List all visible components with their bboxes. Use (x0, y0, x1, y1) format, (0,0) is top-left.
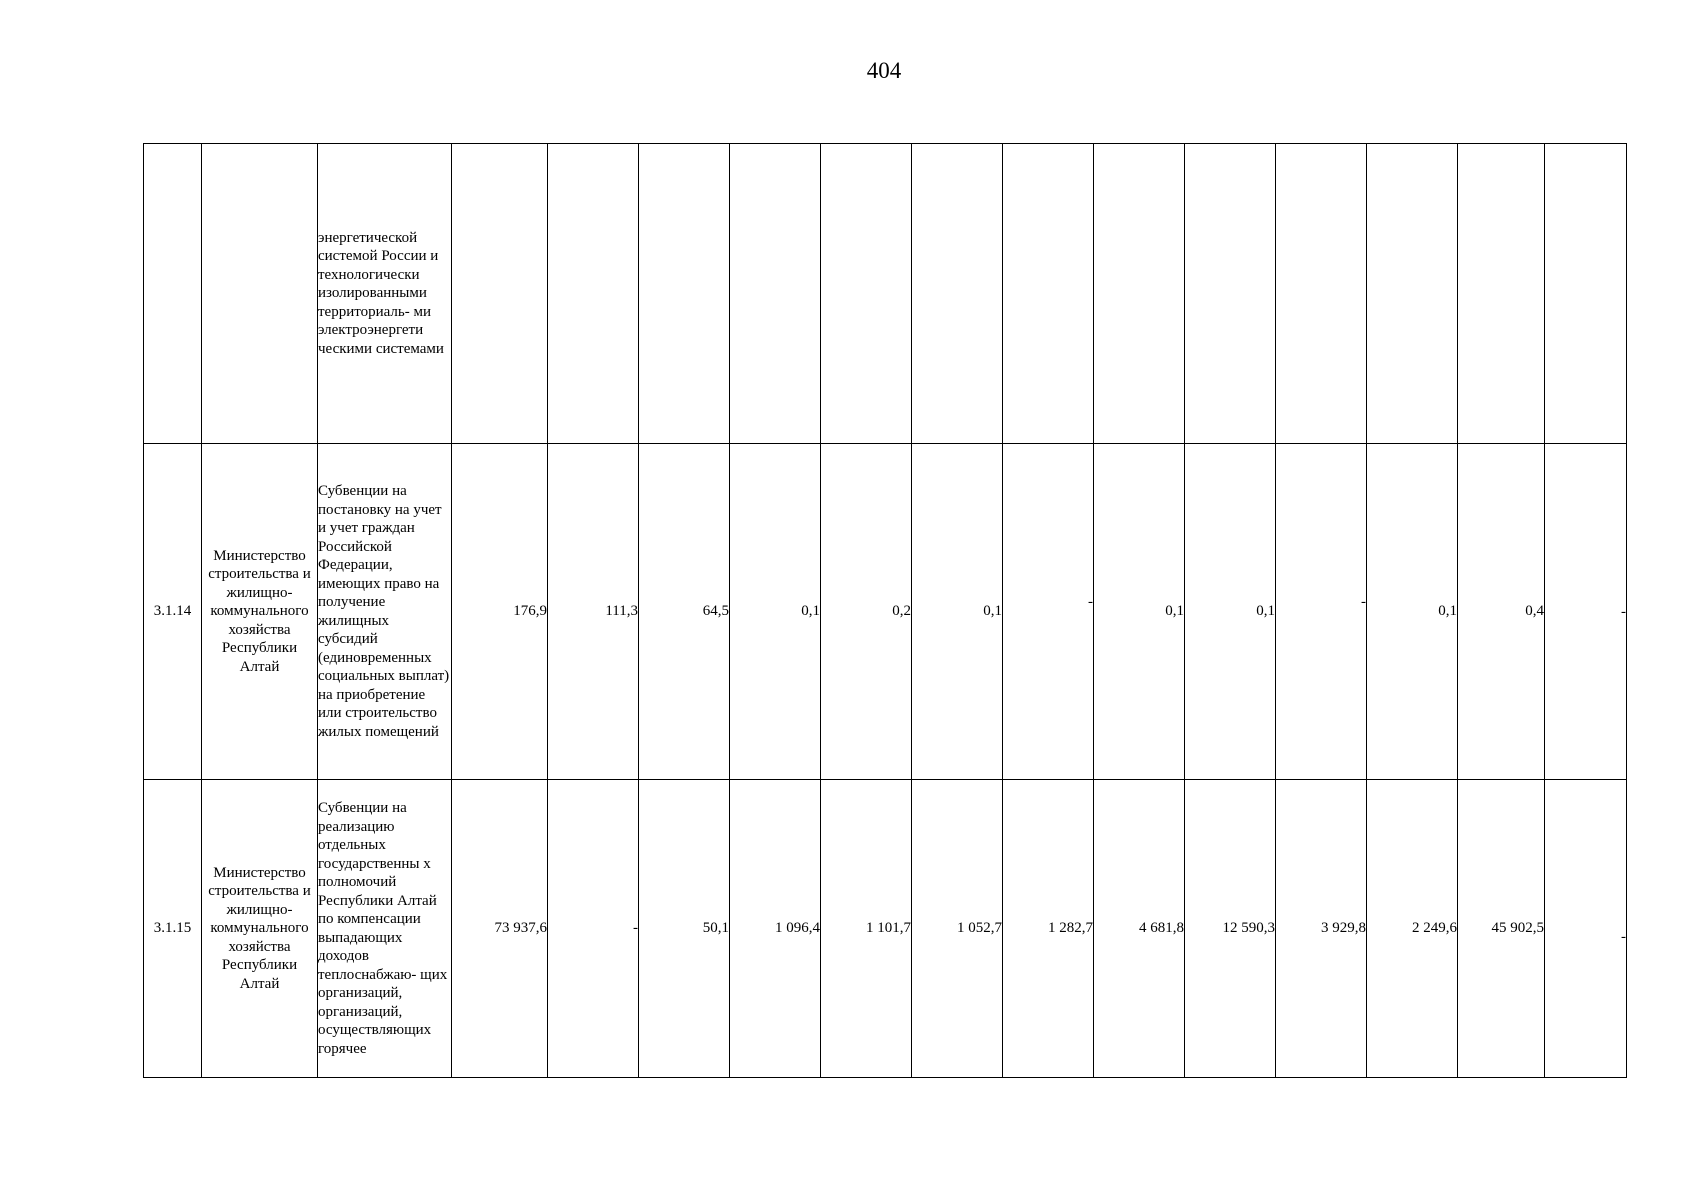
value-cell (548, 144, 639, 444)
responsible-org-cell: Министерство строительства и жилищно-коммунального хозяйства Республики Алтай (202, 444, 318, 780)
budget-table (143, 143, 1627, 1078)
value-cell-total (452, 144, 548, 444)
value-cell (1367, 144, 1458, 444)
value-cell (1003, 144, 1094, 444)
page-number: 404 (866, 58, 902, 83)
value-cell: 50,1 (639, 780, 730, 1078)
row-number-cell (144, 144, 202, 444)
value-cell (821, 144, 912, 444)
value-cell: 1 052,7 (912, 780, 1003, 1078)
value-cell: 0,1 (1094, 444, 1185, 780)
row-number-cell: 3.1.14 (144, 444, 202, 780)
value-cell: 2 249,6 (1367, 780, 1458, 1078)
responsible-org-cell: Министерство строительства и жилищно-коммунального хозяйства Республики Алтай (202, 780, 318, 1078)
value-cell: 111,3 (548, 444, 639, 780)
value-cell: 1 282,7 (1003, 780, 1094, 1078)
value-cell (1545, 444, 1627, 780)
responsible-org-cell (202, 144, 318, 444)
value-cell: 3 929,8 (1276, 780, 1367, 1078)
value-cell (912, 144, 1003, 444)
value-cell: 1 096,4 (730, 780, 821, 1078)
value-cell (639, 144, 730, 444)
table-row (144, 444, 1627, 780)
value-cell: 4 681,8 (1094, 780, 1185, 1078)
value-cell: 1 101,7 (821, 780, 912, 1078)
value-cell: 0,1 (912, 444, 1003, 780)
value-cell: 0,1 (730, 444, 821, 780)
dash-value: - (1621, 929, 1626, 946)
value-cell: 45 902,5 (1458, 780, 1545, 1078)
description-cell: Субвенции на реализацию отдельных государственны х полномочий Республики Алтай по компенсации выпадающих доходов теплоснабжаю- щих организаций, организаций, осуществляющих горячее (318, 780, 452, 1078)
value-cell (1185, 144, 1276, 444)
value-cell (1276, 444, 1367, 780)
value-cell (1545, 144, 1627, 444)
value-cell: 0,4 (1458, 444, 1545, 780)
value-cell-total: 176,9 (452, 444, 548, 780)
value-cell: - (548, 780, 639, 1078)
value-cell (730, 144, 821, 444)
value-cell (1458, 144, 1545, 444)
value-cell (1094, 144, 1185, 444)
value-cell-total: 73 937,6 (452, 780, 548, 1078)
value-cell: 12 590,3 (1185, 780, 1276, 1078)
dash-value: - (1621, 604, 1626, 621)
table-row (144, 780, 1627, 1078)
value-cell (1276, 144, 1367, 444)
value-cell: 0,1 (1185, 444, 1276, 780)
row-number-cell: 3.1.15 (144, 780, 202, 1078)
description-cell: энергетической системой России и технологически изолированными территориаль- ми электроэнергети ческими системами (318, 144, 452, 444)
value-cell (1545, 780, 1627, 1078)
dash-value: - (1088, 594, 1093, 611)
value-cell: 64,5 (639, 444, 730, 780)
description-cell: Субвенции на постановку на учет и учет граждан Российской Федерации, имеющих право на получение жилищных субсидий (единовременных социальных выплат) на приобретение или строительство жилых помещений (318, 444, 452, 780)
value-cell: 0,1 (1367, 444, 1458, 780)
value-cell: 0,2 (821, 444, 912, 780)
value-cell (1003, 444, 1094, 780)
dash-value: - (1361, 594, 1366, 611)
table-row (144, 144, 1627, 444)
